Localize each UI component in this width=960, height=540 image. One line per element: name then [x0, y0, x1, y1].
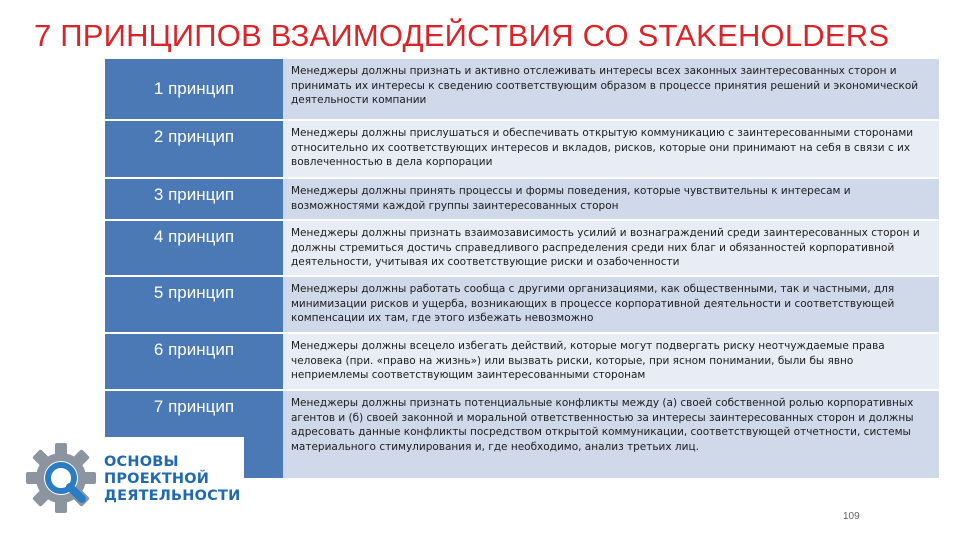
- principle-label: 7 принцип: [105, 391, 283, 478]
- table-row: [105, 121, 939, 179]
- principle-text: Менеджеры должны признать потенциальные конфликты между (а) своей собственной ролью корпоративных агентов и (б) своей законной и моральной ответственностью за интересы заинтересованных сторон и должны адресовать данные конфликты посредством открытой коммуникации, соответствующей отчетности, системы материального стимулирования и, где необходимо, анализ третьих лиц.: [283, 391, 939, 478]
- principle-text: Менеджеры должны признать взаимозависимость усилий и вознаграждений среди заинтересованных сторон и должны стремиться достичь справедливого распределения среди них благ и обязанностей корпоративной деятельности, учитывая их соответствующие риски и озабоченности: [283, 221, 939, 275]
- logo-line: ПРОЕКТНОЙ: [104, 471, 210, 487]
- table-row: [105, 179, 939, 221]
- principle-text: Менеджеры должны признать и активно отслеживать интересы всех законных заинтересованных сторон и принимать их интересы к сведению соответствующим образом в процессе принятия решений и экономической деятельности компании: [283, 59, 939, 119]
- table-row: [105, 334, 939, 391]
- table-row: [105, 59, 939, 121]
- principle-text: Менеджеры должны всецело избегать действий, которые могут подвергать риску неотчуждаемые права человека (при. «право на жизнь») или вызвать риски, которые, при ясном понимании, были бы явно неприемлемы соответствующим заинтересованными сторонам: [283, 334, 939, 389]
- logo-line: ДЕЯТЕЛЬНОСТИ: [104, 488, 241, 504]
- principle-label: 4 принцип: [105, 221, 283, 275]
- principle-label: 5 принцип: [105, 277, 283, 332]
- principles-table: [105, 59, 939, 480]
- principle-label: 6 принцип: [105, 334, 283, 389]
- principle-text: Менеджеры должны прислушаться и обеспечивать открытую коммуникацию с заинтересованными сторонами относительно их соответствующих интересов и вкладов, рисков, которые они принимают на себя в связи с их вовлеченностью в дела корпорации: [283, 121, 939, 177]
- logo-text: [104, 454, 240, 505]
- gear-magnifier-icon: [22, 437, 102, 519]
- page-number: 109: [843, 511, 860, 522]
- principle-text: Менеджеры должны принять процессы и формы поведения, которые чувствительны к интересам и возможностями каждой группы заинтересованных сторон: [283, 179, 939, 219]
- logo-line: ОСНОВЫ: [104, 454, 179, 470]
- table-row: [105, 221, 939, 277]
- principle-text: Менеджеры должны работать сообща с другими организациями, как общественными, так и частными, для минимизации рисков и ущерба, возникающих в процессе корпоративной деятельности и соответствующей компенсации их там, где этого избежать невозможно: [283, 277, 939, 332]
- logo: [22, 437, 244, 519]
- principle-label: 3 принцип: [105, 179, 283, 219]
- principle-label: 2 принцип: [105, 121, 283, 177]
- table-row: [105, 277, 939, 334]
- slide-title: 7 ПРИНЦИПОВ ВЗАИМОДЕЙСТВИЯ СО STAKEHOLDERS: [34, 18, 890, 53]
- principle-label: 1 принцип: [105, 59, 283, 119]
